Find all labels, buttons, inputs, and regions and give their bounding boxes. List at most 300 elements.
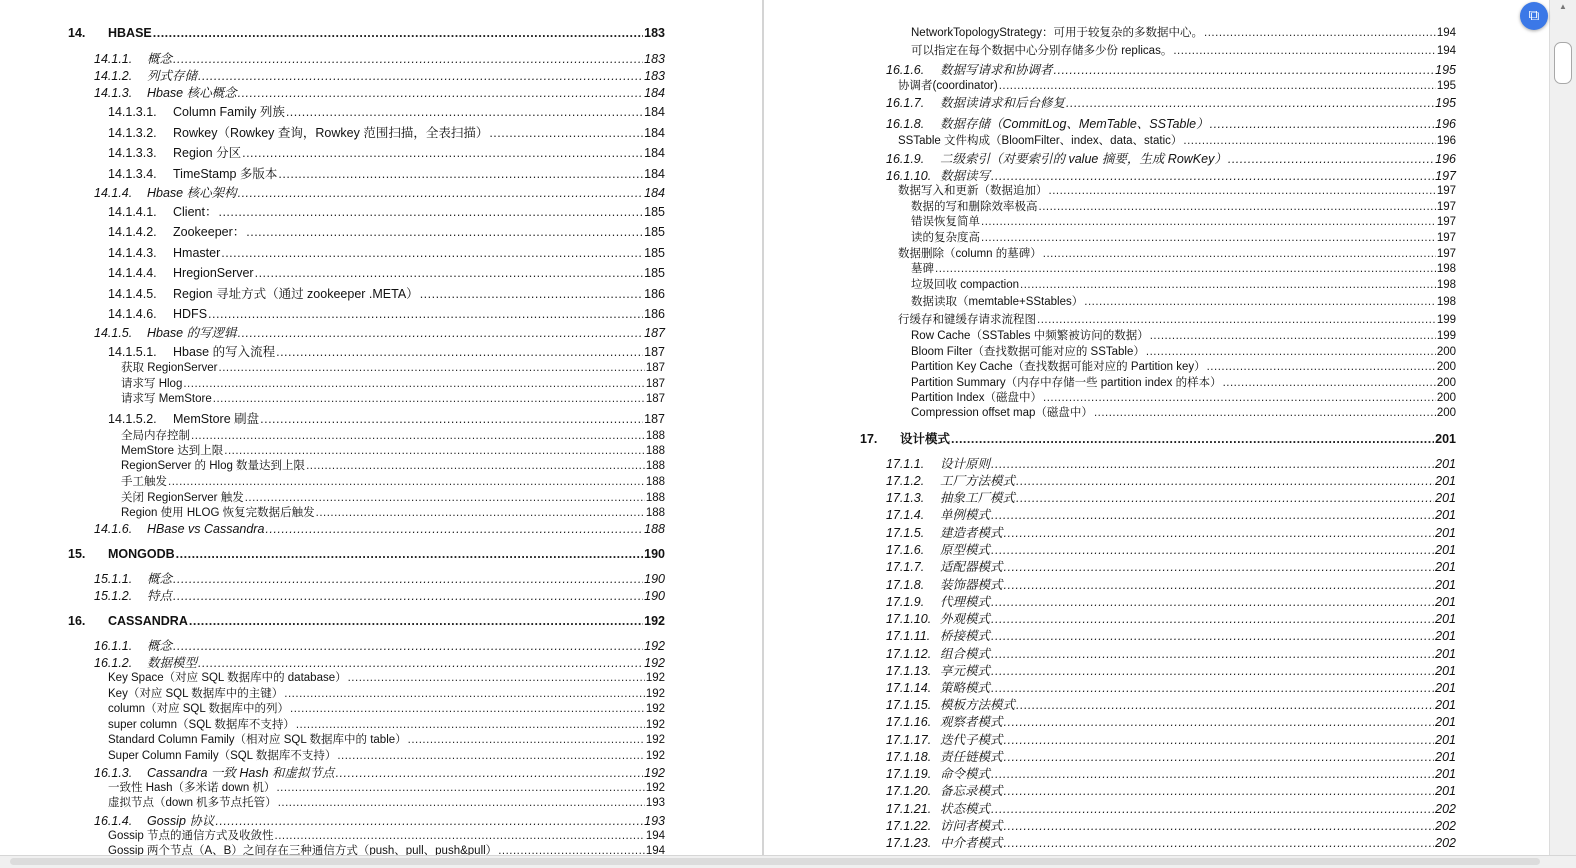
toc-entry-title: 协调者(coordinator) [898, 80, 998, 92]
toc-entry-number: 17.1.9. [886, 595, 925, 609]
toc-entry-number: 14.1.4.3. [108, 246, 157, 260]
toc-entry[interactable] [108, 720, 665, 732]
toc-entry-page: 192 [644, 614, 665, 628]
toc-entry-page: 193 [645, 797, 665, 809]
toc-entry-page: 185 [644, 225, 665, 239]
toc-entry-page: 201 [1435, 750, 1456, 764]
toc-entry[interactable] [94, 657, 665, 670]
toc-entry-title: 数据模型 [147, 656, 198, 670]
toc-entry[interactable] [886, 596, 1456, 609]
toc-dot-leader [1004, 716, 1435, 729]
toc-entry-title: 请求写 MemStore [121, 393, 212, 405]
toc-entry[interactable] [886, 561, 1456, 574]
toc-entry-title: 可以指定在每个数据中心分别存储多少份 replicas。 [911, 45, 1173, 57]
toc-dot-leader [198, 70, 643, 83]
toc-dot-leader [1150, 331, 1436, 343]
toc-entry[interactable] [911, 347, 1456, 359]
toc-entry[interactable] [108, 206, 665, 219]
toc-entry-page: 197 [1436, 201, 1456, 213]
toc-dot-leader [173, 573, 643, 586]
toc-entry[interactable] [108, 226, 665, 239]
toc-dot-leader [238, 327, 644, 340]
toc-entry-title: Hbase 核心概念 [147, 86, 237, 100]
toc-entry-title: HregionServer [173, 266, 254, 280]
toc-entry[interactable] [121, 394, 665, 406]
toc-entry-page: 186 [644, 307, 665, 321]
toc-entry-title: RegionServer 的 Hlog 数量达到上限 [121, 460, 306, 472]
toc-entry[interactable] [886, 475, 1456, 488]
toc-dot-leader [219, 363, 645, 375]
toc-entry[interactable] [911, 408, 1456, 420]
toc-dot-leader [1084, 297, 1436, 309]
toc-entry-page: 200 [1436, 361, 1456, 373]
toc-entry-title: 数据读取（memtable+SStables） [911, 296, 1084, 308]
vertical-scrollbar[interactable] [1549, 0, 1576, 855]
toc-entry[interactable] [886, 97, 1456, 110]
toc-entry-page: 192 [645, 688, 665, 700]
toc-entry[interactable] [108, 704, 665, 716]
toc-entry-title: Super Column Family（SQL 数据库不支持） [108, 750, 337, 762]
toc-dot-leader [173, 53, 643, 66]
toc-dot-leader [1020, 280, 1436, 292]
toc-entry[interactable] [68, 27, 665, 40]
toc-entry-number: 14. [68, 26, 86, 40]
toc-entry-page: 183 [644, 69, 665, 83]
toc-entry[interactable] [121, 363, 665, 375]
toc-entry[interactable] [121, 493, 665, 505]
toc-entry[interactable] [108, 267, 665, 280]
toc-entry-number: 14.1.5.2. [108, 412, 157, 426]
toc-entry-number: 17.1.14. [886, 681, 932, 695]
toc-entry-page: 201 [1435, 629, 1456, 643]
toc-entry-page: 187 [645, 393, 665, 405]
toc-entry[interactable] [911, 217, 1456, 229]
toc-entry-page: 201 [1435, 767, 1456, 781]
toc-entry[interactable] [108, 735, 665, 747]
toc-entry[interactable] [886, 613, 1456, 626]
toc-entry-page: 197 [1435, 169, 1456, 183]
toc-dot-leader [306, 461, 645, 473]
toc-entry-page: 201 [1435, 647, 1456, 661]
toc-dot-leader [1004, 785, 1435, 798]
toc-entry[interactable] [108, 798, 665, 810]
toc-dot-leader [1037, 315, 1436, 327]
toc-entry-title: Compression offset map（磁盘中） [911, 407, 1093, 419]
toc-dot-leader [246, 226, 643, 239]
toc-dot-leader [1173, 46, 1435, 58]
toc-entry-title: Hbase 的写逻辑 [147, 326, 237, 340]
toc-entry-title: Partition Key Cache（查找数据可能对应的 Partition key） [911, 361, 1206, 373]
toc-entry-number: 16.1.2. [94, 656, 133, 670]
toc-entry[interactable] [886, 785, 1456, 798]
toc-entry-page: 192 [645, 719, 665, 731]
toc-entry[interactable] [911, 264, 1456, 276]
toc-entry-title: Rowkey（Rowkey 查询，Rowkey 范围扫描，全表扫描） [173, 126, 489, 140]
toc-entry-page: 201 [1435, 560, 1456, 574]
toc-entry-page: 192 [645, 750, 665, 762]
toc-entry-page: 188 [644, 522, 665, 536]
toc-entry-page: 197 [1436, 232, 1456, 244]
toc-entry-page: 200 [1436, 346, 1456, 358]
toc-dot-leader [316, 508, 645, 520]
toc-entry[interactable] [886, 527, 1456, 540]
toc-entry[interactable] [911, 202, 1456, 214]
toc-entry[interactable] [108, 831, 665, 843]
toc-entry[interactable] [108, 308, 665, 321]
toc-entry-page: 201 [1435, 432, 1456, 446]
toc-dot-leader [991, 682, 1434, 695]
toc-entry-number: 17.1.21. [886, 802, 932, 816]
toc-dot-leader [1066, 97, 1434, 110]
toc-dot-leader [1094, 408, 1436, 420]
scrollbar-thumb[interactable] [1554, 42, 1572, 84]
toc-entry-title: 数据写请求和协调者 [940, 63, 1053, 77]
toc-entry-number: 17.1.4. [886, 508, 925, 522]
toc-entry[interactable] [886, 170, 1456, 183]
toc-entry-page: 188 [645, 492, 665, 504]
toc-dot-leader [1210, 118, 1435, 131]
toc-entry[interactable] [911, 233, 1456, 245]
toc-entry[interactable] [886, 544, 1456, 557]
toc-entry[interactable] [886, 64, 1456, 77]
toc-entry-number: 17.1.3. [886, 491, 925, 505]
toc-dot-leader [189, 615, 643, 628]
toc-entry[interactable] [94, 87, 665, 100]
toc-entry-page: 201 [1435, 733, 1456, 747]
toc-entry-page: 194 [645, 830, 665, 842]
toc-dot-leader [168, 477, 645, 489]
toc-entry[interactable] [108, 346, 665, 359]
toc-entry[interactable] [121, 446, 665, 458]
toc-entry-page: 201 [1435, 578, 1456, 592]
toc-entry-title: HBASE [108, 26, 152, 40]
toc-entry-number: 17.1.8. [886, 578, 925, 592]
toc-entry-title: 数据删除（column 的墓碑） [898, 248, 1042, 260]
toc-entry-title: 垃圾回收 compaction [911, 279, 1020, 291]
toc-entry[interactable] [886, 492, 1456, 505]
toc-entry-number: 17.1.2. [886, 474, 925, 488]
toc-entry[interactable] [121, 431, 665, 443]
toc-entry-page: 184 [644, 167, 665, 181]
toc-dot-leader [1043, 393, 1436, 405]
toc-entry[interactable] [911, 362, 1456, 374]
toc-entry-page: 183 [644, 52, 665, 66]
toc-entry-page: 193 [644, 814, 665, 828]
toc-dot-leader [183, 379, 644, 391]
toc-entry[interactable] [108, 147, 665, 160]
toc-entry[interactable] [108, 751, 665, 763]
toc-entry[interactable] [886, 716, 1456, 729]
toc-entry[interactable] [121, 508, 665, 520]
toc-entry-title: 错误恢复简单 [911, 216, 980, 228]
toc-entry-title: 责任链模式 [940, 750, 1003, 764]
toc-dot-leader [1146, 347, 1436, 359]
toc-entry-number: 17.1.7. [886, 560, 925, 574]
toc-dot-leader [991, 544, 1434, 557]
toc-entry-title: Cassandra 一致 Hash 和虚拟节点 [147, 766, 335, 780]
toc-entry-page: 194 [645, 845, 665, 855]
toc-entry-number: 14.1.3.2. [108, 126, 157, 140]
toc-entry[interactable] [886, 153, 1456, 166]
toc-entry-page: 201 [1435, 543, 1456, 557]
toc-entry-title: 概念 [147, 572, 173, 586]
toc-entry-page: 199 [1436, 314, 1456, 326]
toc-entry-title: 手工触发 [121, 476, 167, 488]
toc-entry[interactable] [898, 315, 1456, 327]
toc-entry[interactable] [898, 249, 1456, 261]
toc-entry-title: 迭代子模式 [940, 733, 1003, 747]
toc-entry[interactable] [911, 331, 1456, 343]
toc-entry-page: 198 [1436, 296, 1456, 308]
toc-entry-number: 17.1.19. [886, 767, 932, 781]
toc-entry-title: 原型模式 [940, 543, 991, 557]
toc-entry-page: 184 [644, 126, 665, 140]
toc-entry-page: 197 [1436, 216, 1456, 228]
horizontal-scrollbar-thumb[interactable] [10, 858, 1540, 865]
toc-dot-leader [215, 815, 643, 828]
toc-dot-leader [221, 247, 643, 260]
toc-entry-title: TimeStamp 多版本 [173, 167, 278, 181]
toc-entry-page: 201 [1435, 715, 1456, 729]
toc-dot-leader [336, 767, 644, 780]
toc-entry[interactable] [886, 509, 1456, 522]
toc-dot-leader [1183, 136, 1435, 148]
toc-dot-leader [275, 831, 645, 843]
toc-dot-leader [1049, 186, 1436, 198]
toc-entry-page: 201 [1435, 784, 1456, 798]
toc-dot-leader [1039, 202, 1436, 214]
toc-entry-page: 190 [644, 572, 665, 586]
toc-entry-page: 195 [1435, 63, 1456, 77]
toc-entry-title: 概念 [147, 52, 173, 66]
toc-entry-number: 17.1.20. [886, 784, 932, 798]
toc-entry-number: 17. [860, 432, 878, 446]
toc-entry-title: 设计模式 [900, 432, 951, 446]
toc-entry[interactable] [886, 699, 1456, 712]
toc-entry[interactable] [94, 327, 665, 340]
toc-entry[interactable] [886, 630, 1456, 643]
toc-entry-number: 14.1.5.1. [108, 345, 157, 359]
toc-entry-number: 17.1.18. [886, 750, 932, 764]
toc-entry-number: 14.1.4.6. [108, 307, 157, 321]
toc-entry-number: 16.1.6. [886, 63, 925, 77]
toc-list-right [764, 0, 1550, 855]
toc-entry-page: 198 [1436, 263, 1456, 275]
toc-entry[interactable] [898, 136, 1456, 148]
toc-entry-number: 16.1.4. [94, 814, 133, 828]
toc-dot-leader [198, 657, 643, 670]
toc-entry[interactable] [886, 734, 1456, 747]
toc-entry-title: Hmaster [173, 246, 221, 260]
toc-entry-page: 196 [1435, 152, 1456, 166]
toc-entry-title: 数据存储（CommitLog、MemTable、SSTable） [940, 117, 1209, 131]
toc-entry-title: 组合模式 [940, 647, 991, 661]
toc-entry[interactable] [108, 106, 665, 119]
toc-entry[interactable] [108, 168, 665, 181]
toc-entry[interactable] [94, 187, 665, 200]
toc-entry[interactable] [68, 548, 665, 561]
toc-entry-title: Gossip 两个节点（A、B）之间存在三种通信方式（push、pull、push&pull） [108, 845, 498, 855]
toc-dot-leader [991, 648, 1434, 661]
toc-entry-number: 17.1.13. [886, 664, 932, 678]
toc-entry-page: 192 [644, 766, 665, 780]
toc-entry-title: 桥接模式 [940, 629, 991, 643]
toc-entry-page: 201 [1435, 612, 1456, 626]
toc-entry[interactable] [94, 573, 665, 586]
toc-entry[interactable] [860, 433, 1456, 446]
toc-entry[interactable] [911, 378, 1456, 390]
toc-entry-title: 代理模式 [940, 595, 991, 609]
toc-entry-number: 14.1.2. [94, 69, 133, 83]
toc-entry[interactable] [121, 461, 665, 473]
toc-entry-title: super column（SQL 数据库不支持） [108, 719, 295, 731]
toc-entry-page: 187 [645, 362, 665, 374]
toc-entry-number: 17.1.11. [886, 629, 931, 643]
toc-entry[interactable] [886, 648, 1456, 661]
toc-dot-leader [1004, 837, 1435, 850]
toc-entry-title: 状态模式 [940, 802, 991, 816]
toc-entry[interactable] [94, 590, 665, 603]
toc-entry[interactable] [886, 458, 1456, 471]
toc-entry-title: 数据读请求和后台修复 [940, 96, 1066, 110]
toc-entry[interactable] [108, 288, 665, 301]
toc-entry-page: 190 [644, 547, 665, 561]
toc-entry-title: 数据写入和更新（数据追加） [898, 185, 1048, 197]
toc-entry[interactable] [911, 280, 1456, 292]
toc-entry[interactable] [886, 751, 1456, 764]
toc-entry-page: 185 [644, 266, 665, 280]
toc-entry-number: 14.1.5. [94, 326, 133, 340]
toc-entry[interactable] [108, 846, 665, 855]
toc-entry-page: 185 [644, 205, 665, 219]
toc-entry-page: 185 [644, 246, 665, 260]
toc-entry[interactable] [121, 477, 665, 489]
toc-entry-title: Bloom Filter（查找数据可能对应的 SSTable） [911, 346, 1145, 358]
toc-entry-page: 201 [1435, 595, 1456, 609]
toc-entry-number: 14.1.4. [94, 186, 133, 200]
toc-entry-number: 17.1.15. [886, 698, 932, 712]
toc-entry-page: 190 [644, 589, 665, 603]
toc-entry[interactable] [121, 379, 665, 391]
toc-entry[interactable] [911, 28, 1456, 40]
translate-icon[interactable]: ⧉ [1520, 2, 1548, 30]
toc-entry-page: 187 [644, 412, 665, 426]
toc-entry[interactable] [94, 815, 665, 828]
toc-dot-leader [173, 640, 643, 653]
toc-entry-page: 184 [644, 186, 665, 200]
toc-entry-number: 15.1.1. [94, 572, 133, 586]
toc-entry-page: 187 [644, 345, 665, 359]
toc-entry-number: 15. [68, 547, 86, 561]
toc-dot-leader [1004, 561, 1435, 574]
toc-entry[interactable] [886, 579, 1456, 592]
toc-entry-number: 16.1.3. [94, 766, 133, 780]
toc-entry-page: 197 [1436, 185, 1456, 197]
toc-entry-title: Row Cache（SSTables 中频繁被访问的数据） [911, 330, 1149, 342]
toc-entry[interactable] [886, 665, 1456, 678]
toc-entry-title: column（对应 SQL 数据库中的列） [108, 703, 290, 715]
toc-entry[interactable] [94, 53, 665, 66]
toc-entry[interactable] [94, 767, 665, 780]
toc-entry-number: 14.1.3.3. [108, 146, 157, 160]
toc-entry-number: 17.1.12. [886, 647, 932, 661]
toc-entry[interactable] [911, 46, 1456, 58]
toc-entry-page: 201 [1435, 474, 1456, 488]
toc-entry-title: 模板方法模式 [940, 698, 1016, 712]
toc-entry-number: 17.1.6. [886, 543, 925, 557]
toc-entry[interactable] [108, 247, 665, 260]
toc-dot-leader [218, 206, 643, 219]
toc-dot-leader [276, 346, 643, 359]
toc-dot-leader [1004, 579, 1435, 592]
toc-dot-leader [1223, 378, 1436, 390]
toc-entry[interactable] [108, 127, 665, 140]
toc-entry[interactable] [108, 689, 665, 701]
toc-entry[interactable] [886, 682, 1456, 695]
toc-entry[interactable] [886, 768, 1456, 781]
toc-entry[interactable] [898, 186, 1456, 198]
toc-dot-leader [238, 187, 644, 200]
toc-entry[interactable] [94, 523, 665, 536]
toc-entry-page: 201 [1435, 664, 1456, 678]
toc-entry-title: Partition Summary（内存中存储一些 partition index 的样本） [911, 377, 1222, 389]
toc-entry[interactable] [911, 297, 1456, 309]
toc-dot-leader [991, 509, 1434, 522]
toc-entry[interactable] [886, 118, 1456, 131]
scroll-up-arrow-icon[interactable]: ▲ [1559, 2, 1567, 11]
toc-entry[interactable] [94, 640, 665, 653]
toc-entry-title: Partition Index（磁盘中） [911, 392, 1043, 404]
toc-entry-title: CASSANDRA [108, 614, 188, 628]
toc-entry[interactable] [108, 413, 665, 426]
toc-entry-title: Gossip 协议 [147, 814, 215, 828]
toc-dot-leader [238, 87, 644, 100]
toc-entry-title: HBase vs Cassandra [147, 522, 265, 536]
toc-entry[interactable] [886, 837, 1456, 850]
toc-entry-title: 一致性 Hash（多米诺 down 机） [108, 782, 276, 794]
toc-entry-page: 192 [645, 782, 665, 794]
toc-entry[interactable] [94, 70, 665, 83]
toc-entry[interactable] [108, 783, 665, 795]
toc-entry-page: 186 [644, 287, 665, 301]
toc-entry-title: 中介者模式 [940, 836, 1003, 850]
toc-entry-title: Gossip 节点的通信方式及收敛性 [108, 830, 274, 842]
toc-entry[interactable] [68, 615, 665, 628]
toc-entry[interactable] [886, 820, 1456, 833]
toc-dot-leader [991, 613, 1434, 626]
toc-entry-number: 16.1.7. [886, 96, 925, 110]
toc-entry[interactable] [898, 81, 1456, 93]
toc-entry-title: Hbase 的写入流程 [173, 345, 276, 359]
toc-entry-page: 194 [1436, 27, 1456, 39]
toc-entry-page: 195 [1436, 80, 1456, 92]
toc-dot-leader [1054, 64, 1435, 77]
toc-dot-leader [991, 630, 1434, 643]
toc-entry[interactable] [911, 393, 1456, 405]
toc-entry-title: 观察者模式 [940, 715, 1003, 729]
toc-entry-title: 虚拟节点（down 机多节点托管） [108, 797, 277, 809]
toc-entry[interactable] [108, 673, 665, 685]
toc-entry-number: 14.1.1. [94, 52, 133, 66]
toc-entry[interactable] [886, 803, 1456, 816]
toc-entry-title: 享元模式 [940, 664, 991, 678]
toc-dot-leader [213, 394, 645, 406]
horizontal-scrollbar[interactable] [0, 855, 1576, 868]
toc-entry-title: 设计原则 [940, 457, 991, 471]
toc-entry-title: 访问者模式 [940, 819, 1003, 833]
toc-entry-page: 192 [645, 703, 665, 715]
toc-entry-page: 202 [1435, 819, 1456, 833]
